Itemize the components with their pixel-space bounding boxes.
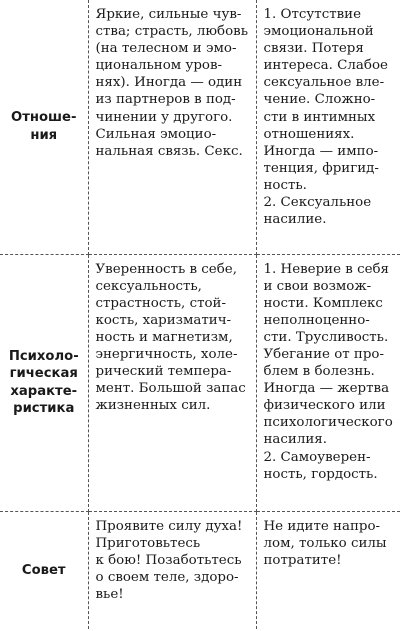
row-label-advice: Совет xyxy=(0,511,88,629)
table-row-advice xyxy=(0,511,400,629)
row-label-relationships: Отноше- ния xyxy=(0,0,88,254)
table-row-psychology xyxy=(0,254,400,511)
cell-positive-relationships: Яркие, сильные чув- ства; страсть, любовь (на телесном и эмо- циональном уров- нях). Иногда — один из партнеров в под- чинении у другого. Сильная эмоцио- нальная связь. Секс. xyxy=(88,0,256,254)
cell-negative-psychology: 1. Неверие в себя и свои возмож- ности. Комплекс неполноценно- сти. Трусливость. Убегание от про- блем в болезнь. Иногда — жертва физического или психологического насилия. 2. Самоуверен- ность, гордость. xyxy=(256,254,400,511)
cell-negative-advice: Не идите напро- лом, только силы потратите! xyxy=(256,511,400,629)
table-row-relationships xyxy=(0,0,400,254)
cell-negative-relationships: 1. Отсутствие эмоциональной связи. Потеря интереса. Слабое сексуальное вле- чение. Сложно- сти в интимных отношениях. Иногда — импо- тенция, фригид- ность. 2. Сексуальное насилие. xyxy=(256,0,400,254)
cell-positive-psychology: Уверенность в себе, сексуальность, страстность, стой- кость, харизматич- ность и магнетизм, энергичность, холе- рический темпера- мент. Большой запас жизненных сил. xyxy=(88,254,256,511)
row-label-psychology: Психоло- гическая характе- ристика xyxy=(0,254,88,511)
cell-positive-advice: Проявите силу духа! Приготовьтесь к бою! Позаботьтесь о своем теле, здоро- вье! xyxy=(88,511,256,629)
